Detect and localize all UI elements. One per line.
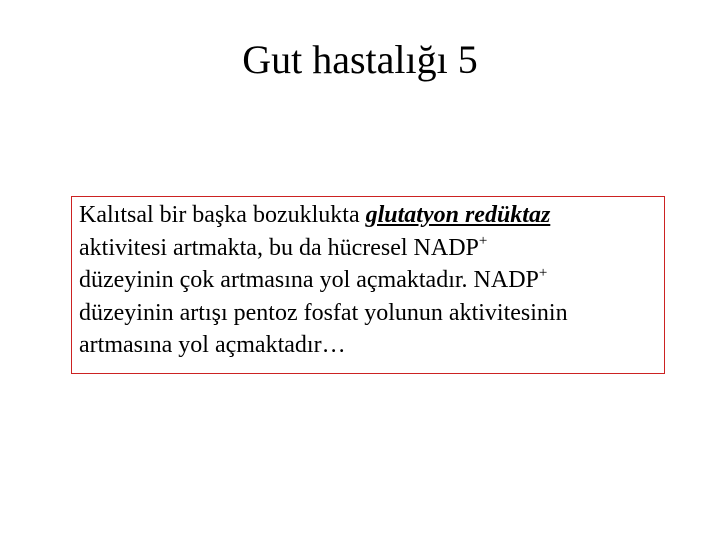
body-text-box bbox=[71, 196, 665, 374]
body-line-1 bbox=[79, 199, 664, 232]
body-line-3 bbox=[79, 264, 664, 297]
body-line-4: düzeyinin artışı pentoz fosfat yolunun aktivitesinin bbox=[79, 299, 568, 326]
superscript-plus: + bbox=[478, 232, 488, 249]
body-line-1-text: Kalıtsal bir başka bozuklukta bbox=[79, 202, 366, 228]
superscript-plus: + bbox=[538, 265, 548, 281]
body-line-3-text: düzeyinin çok artmasına yol açmaktadır. NADP bbox=[79, 267, 539, 293]
enzyme-term: glutatyon redüktaz bbox=[365, 202, 551, 228]
slide-title: Gut hastalığı 5 bbox=[242, 37, 478, 82]
body-line-5: artmasına yol açmaktadır… bbox=[79, 332, 346, 358]
body-line-2-text: aktivitesi artmakta, bu da hücresel NADP bbox=[79, 234, 479, 261]
body-line-2 bbox=[79, 232, 664, 265]
